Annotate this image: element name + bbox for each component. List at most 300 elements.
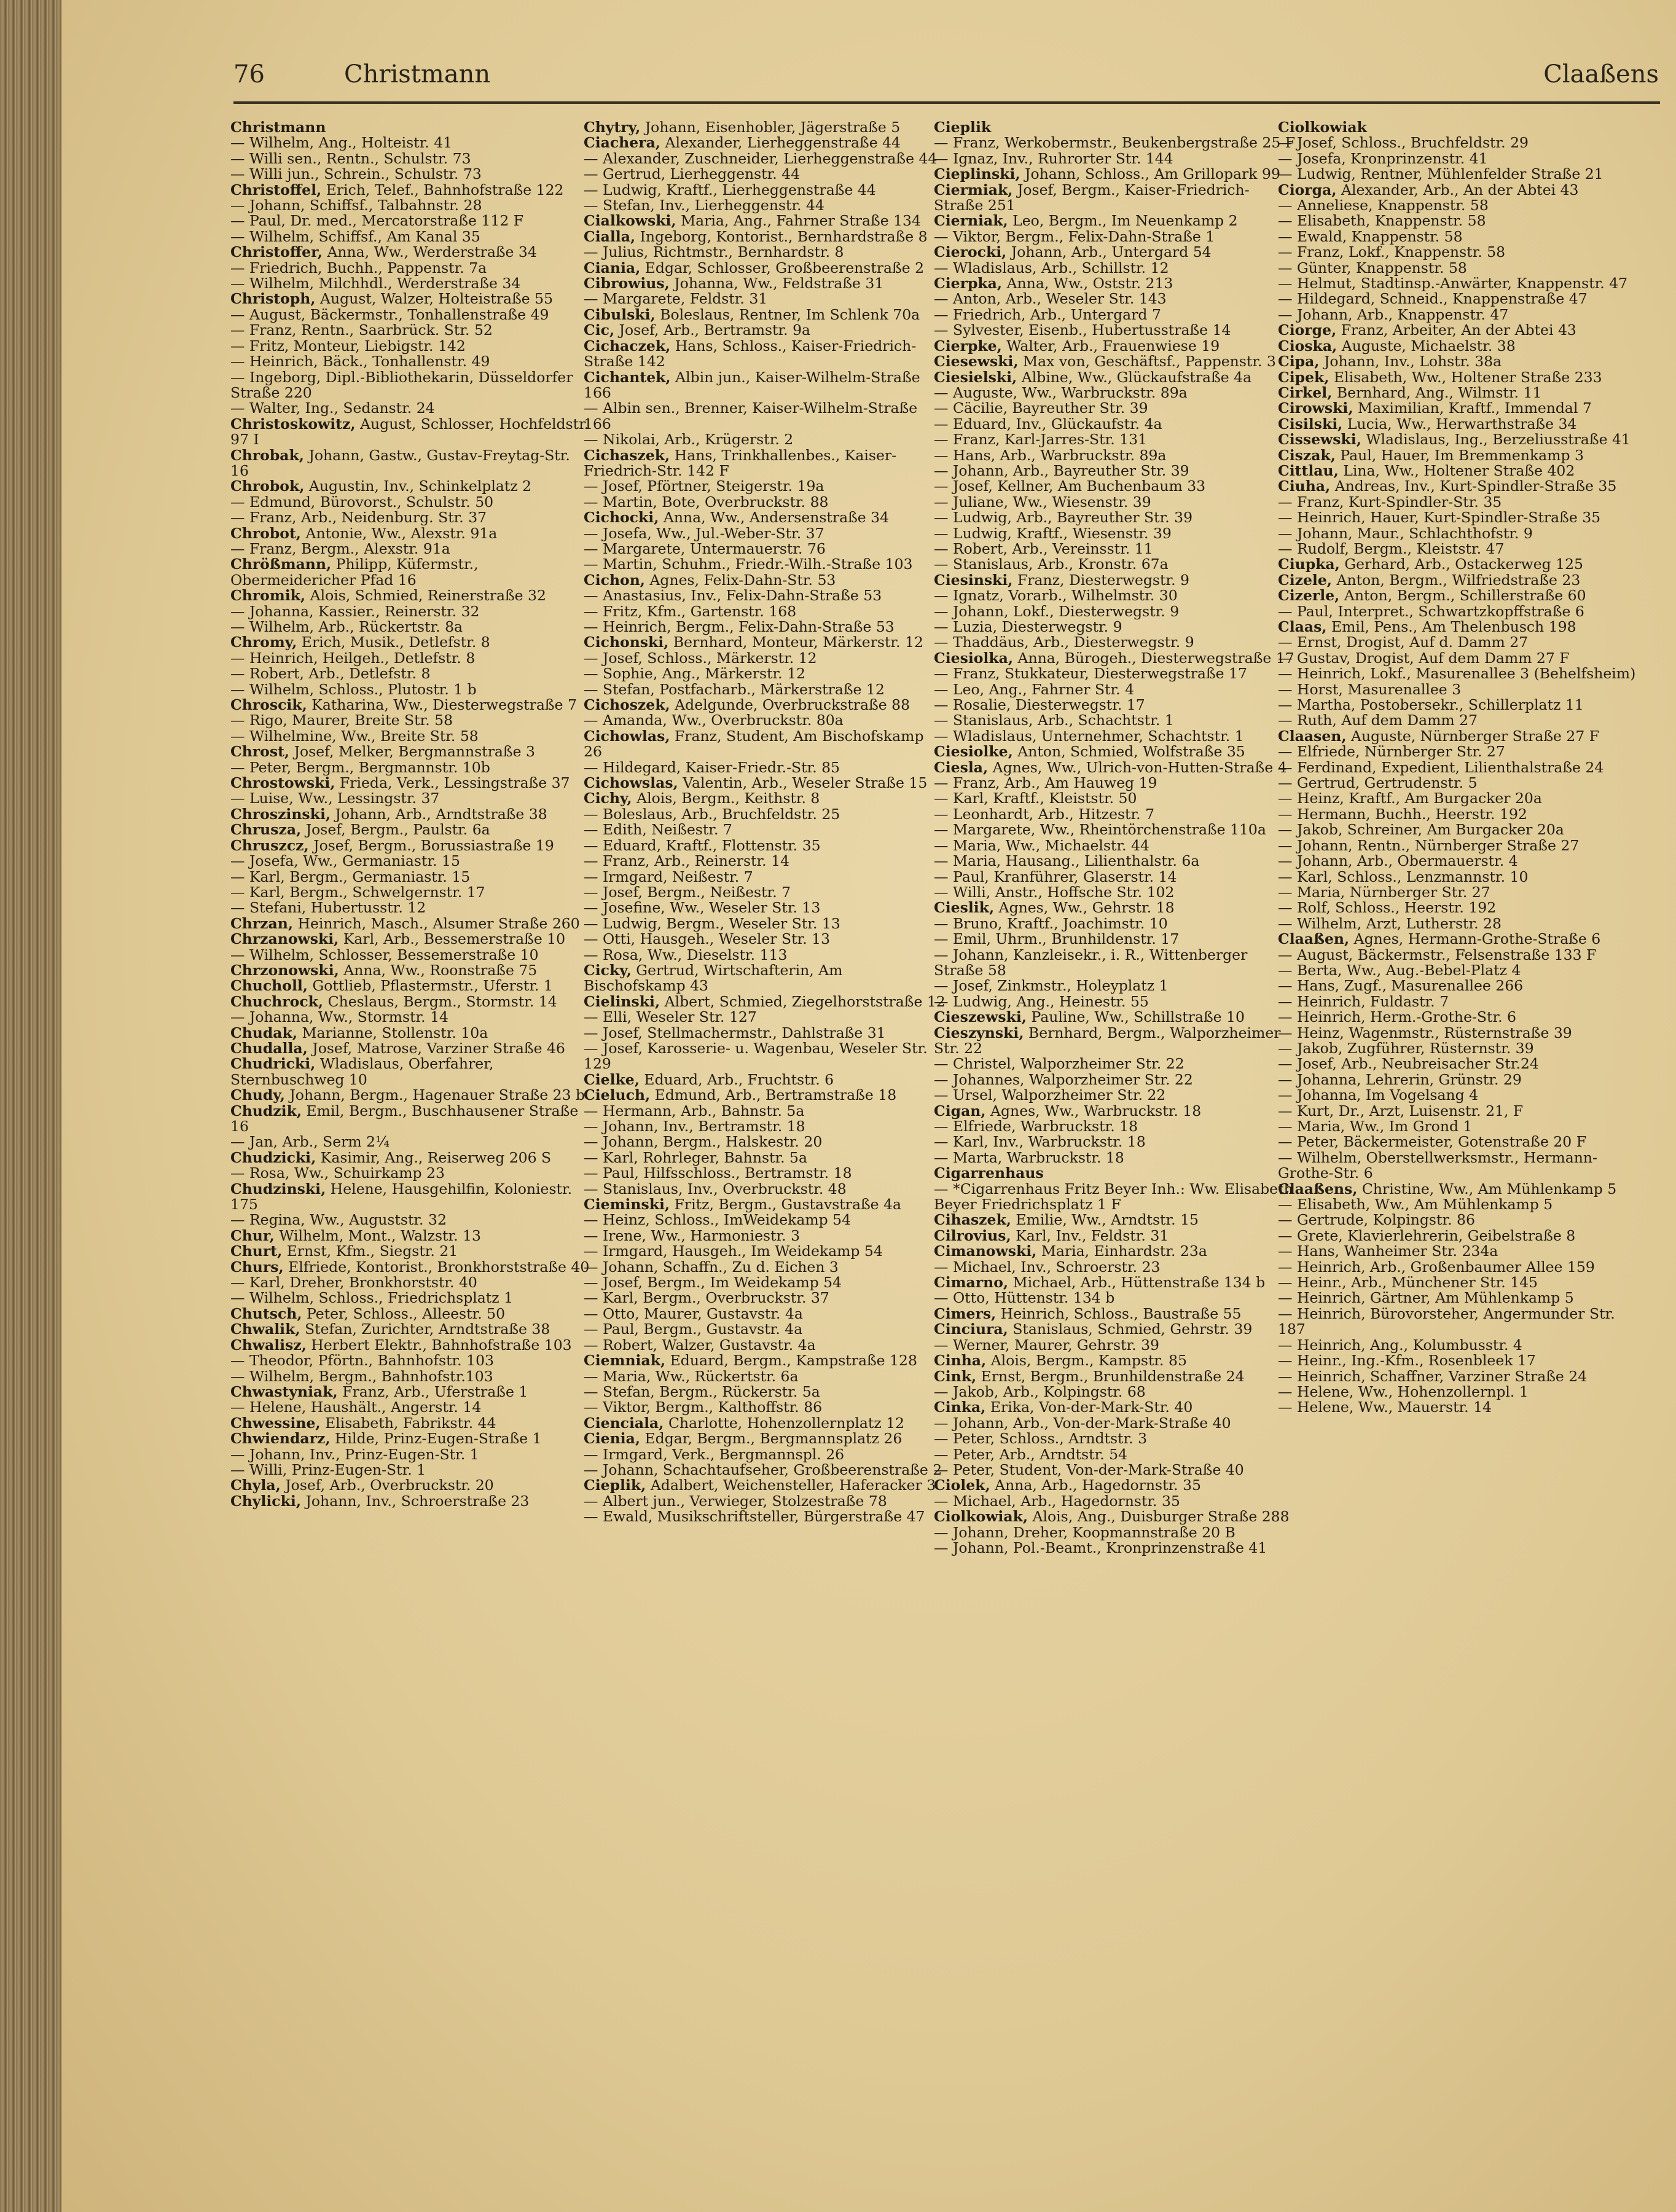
- entry-details: Johann, Gastw., Gustav-Freytag-Str. 16: [230, 446, 570, 479]
- directory-entry: [934, 994, 1296, 1010]
- directory-entry: [934, 417, 1296, 432]
- directory-entry: [584, 229, 946, 245]
- entry-details: Anna, Bürogeh., Diesterwegstraße 17: [1017, 649, 1294, 667]
- entry-surname: Cimanowski,: [934, 1242, 1037, 1260]
- directory-entry: [230, 682, 593, 697]
- entry-details: — Maria, Nürnberger Str. 27: [1278, 883, 1490, 901]
- directory-entry: [1278, 775, 1640, 791]
- entry-surname: Chytry,: [584, 120, 641, 136]
- directory-entry: [584, 370, 946, 401]
- directory-entry: [584, 1010, 946, 1025]
- entry-details: — Peter, Student, Von-der-Mark-Straße 40: [934, 1461, 1244, 1478]
- entry-details: Emil, Pens., Am Thelenbusch 198: [1331, 618, 1576, 635]
- entry-surname: Chwastyniak,: [230, 1382, 338, 1400]
- entry-surname: Cielke,: [584, 1070, 640, 1088]
- directory-entry: [1278, 432, 1640, 447]
- entry-details: Peter, Schloss., Alleestr. 50: [307, 1304, 506, 1322]
- directory-entry: [230, 1150, 593, 1166]
- entry-details: Heinrich, Masch., Alsumer Straße 260: [297, 914, 580, 932]
- directory-entry: [230, 1088, 593, 1103]
- entry-details: — Josefa, Kronprinzenstr. 41: [1278, 149, 1488, 167]
- entry-details: — Johann, Rentn., Nürnberger Straße 27: [1278, 836, 1580, 854]
- entry-details: Paul, Hauer, Im Bremmenkamp 3: [1340, 446, 1584, 464]
- entry-details: Anna, Ww., Roonstraße 75: [343, 961, 538, 979]
- entry-details: Anton, Bergm., Schillerstraße 60: [1344, 587, 1586, 605]
- entry-surname: Cierpka,: [934, 275, 1003, 292]
- entry-details: Ernst, Bergm., Brunhildenstraße 24: [981, 1367, 1245, 1385]
- entry-details: — Stefan, Inv., Lierheggenstr. 44: [584, 197, 824, 214]
- directory-entry: [230, 994, 593, 1010]
- directory-entry: [934, 1306, 1296, 1322]
- directory-entry: [934, 1228, 1296, 1244]
- entry-details: — Karl, Bergm., Schwelgernstr. 17: [230, 883, 485, 901]
- directory-entry: [230, 198, 593, 213]
- entry-details: Bernhard, Bergm., Walporzheimer Str. 22: [934, 1024, 1281, 1057]
- entry-surname: Cichonski,: [584, 633, 669, 651]
- directory-entry: [1278, 666, 1640, 681]
- directory-entry: [1278, 526, 1640, 541]
- entry-surname: Cipek,: [1278, 368, 1329, 386]
- entry-surname: Cibulski,: [584, 305, 656, 323]
- entry-details: Kasimir, Ang., Reiserweg 206 S: [320, 1148, 552, 1166]
- directory-entry: [934, 1275, 1296, 1290]
- directory-entry: [934, 1338, 1296, 1353]
- entry-details: Pauline, Ww., Schillstraße 10: [1031, 1008, 1245, 1026]
- directory-entry: [584, 198, 946, 213]
- entry-surname: Cierocki,: [934, 243, 1007, 261]
- entry-details: — Peter, Schloss., Arndtstr. 3: [934, 1430, 1148, 1448]
- directory-entry: [934, 1134, 1296, 1150]
- directory-entry: [934, 931, 1296, 947]
- entry-details: — Ludwig, Bergm., Weseler Str. 13: [584, 914, 840, 932]
- directory-entry: [584, 526, 946, 541]
- entry-details: — Amanda, Ww., Overbruckstr. 80a: [584, 712, 844, 729]
- entry-details: Edgar, Bergm., Bergmannsplatz 26: [644, 1430, 903, 1448]
- entry-details: — Fritz, Monteur, Liebigstr. 142: [230, 337, 466, 355]
- directory-entry: [584, 1166, 946, 1181]
- directory-entry: [934, 651, 1296, 666]
- directory-entry: [934, 791, 1296, 806]
- entry-details: Franz, Diesterwegstr. 9: [1017, 571, 1189, 589]
- directory-entry: [934, 448, 1296, 463]
- entry-surname: Ciupka,: [1278, 555, 1340, 573]
- directory-entry: [934, 1244, 1296, 1259]
- entry-details: Emilie, Ww., Arndtstr. 15: [1016, 1211, 1199, 1229]
- entry-surname: Cienciala,: [584, 1414, 664, 1432]
- entry-details: Max von, Geschäftsf., Pappenstr. 3: [1023, 353, 1276, 371]
- entry-details: — Irmgard, Verk., Bergmannspl. 26: [584, 1445, 845, 1463]
- entry-details: — Wilhelm, Schloss., Plutostr. 1 b: [230, 680, 477, 698]
- directory-entry: [584, 604, 946, 619]
- entry-details: Karl, Arb., Bessemerstraße 10: [343, 930, 566, 948]
- directory-entry: [1278, 885, 1640, 900]
- entry-details: Emil, Bergm., Buschhausener Straße 16: [230, 1102, 579, 1135]
- directory-entry: [934, 1353, 1296, 1368]
- entry-details: Albert, Schmied, Ziegelhorststraße 12: [664, 992, 946, 1010]
- directory-entry: [584, 931, 946, 947]
- directory-entry: [934, 682, 1296, 697]
- entry-details: — Jakob, Schreiner, Am Burgacker 20a: [1278, 821, 1564, 839]
- directory-entry: [230, 1182, 593, 1213]
- directory-entry: [230, 900, 593, 916]
- directory-entry: [230, 339, 593, 354]
- directory-entry: [584, 1228, 946, 1244]
- entry-surname: Cieplinski,: [934, 165, 1020, 183]
- directory-entry: [934, 1494, 1296, 1509]
- entry-details: — Walter, Ing., Sedanstr. 24: [230, 399, 435, 417]
- directory-entry: [230, 276, 593, 291]
- directory-entry: [230, 1494, 593, 1509]
- entry-surname: Ciachera,: [584, 134, 660, 152]
- entry-surname: Chyla,: [230, 1477, 281, 1494]
- entry-details: Fritz, Bergm., Gustavstraße 4a: [674, 1196, 902, 1214]
- entry-details: Alexander, Lierheggenstraße 44: [665, 134, 901, 152]
- entry-surname: Cinka,: [934, 1398, 986, 1416]
- entry-surname: Cizele,: [1278, 571, 1332, 589]
- entry-surname: Ciermiak,: [934, 181, 1013, 198]
- entry-details: — Robert, Arb., Detlefstr. 8: [230, 665, 431, 683]
- entry-surname: Chromik,: [230, 587, 306, 605]
- directory-entry: [584, 791, 946, 806]
- directory-entry: [584, 573, 946, 588]
- directory-entry: [230, 541, 593, 557]
- entry-details: — Josefa, Ww., Jul.-Weber-Str. 37: [584, 524, 824, 542]
- directory-entry: [1278, 495, 1640, 510]
- directory-entry: [1278, 1244, 1640, 1259]
- directory-entry: [934, 323, 1296, 338]
- directory-entry: [230, 931, 593, 947]
- entry-details: — Margarete, Ww., Rheintörchenstraße 110a: [934, 821, 1266, 839]
- directory-entry: [1278, 354, 1640, 369]
- directory-entry: [934, 604, 1296, 619]
- entry-details: Eduard, Arb., Fruchtstr. 6: [644, 1070, 834, 1088]
- entry-details: — Elisabeth, Ww., Am Mühlenkamp 5: [1278, 1196, 1553, 1214]
- entry-details: Franz, Arb., Uferstraße 1: [342, 1382, 528, 1400]
- entry-details: — Willi sen., Rentn., Schulstr. 73: [230, 149, 471, 167]
- entry-details: Johann, Eisenhobler, Jägerstraße 5: [644, 120, 901, 136]
- entry-surname: Ciorge,: [1278, 321, 1337, 339]
- directory-entry: [934, 885, 1296, 900]
- entry-details: — *Cigarrenhaus Fritz Beyer Inh.: Ww. Elisabeth Beyer Friedrichsplatz 1 F: [934, 1180, 1293, 1214]
- directory-entry: [230, 1026, 593, 1041]
- entry-surname: Cisilski,: [1278, 415, 1343, 433]
- directory-entry: [1278, 182, 1640, 198]
- directory-entry: [1278, 151, 1640, 167]
- entry-details: — Heinrich, Ang., Kolumbusstr. 4: [1278, 1336, 1522, 1354]
- entry-details: — Helene, Haushält., Angerstr. 14: [230, 1398, 482, 1416]
- entry-surname: Chylicki,: [230, 1492, 301, 1510]
- directory-entry: [1278, 853, 1640, 869]
- directory-entry: [1278, 1182, 1640, 1197]
- entry-details: — Heinrich, Fuldastr. 7: [1278, 992, 1449, 1010]
- entry-surname: Chutsch,: [230, 1304, 302, 1322]
- entry-details: Edgar, Schlosser, Großbeerenstraße 2: [644, 259, 925, 276]
- directory-entry: [584, 135, 946, 151]
- entry-surname: Ciszak,: [1278, 446, 1336, 464]
- entry-details: — August, Bäckermstr., Felsenstraße 133 F: [1278, 946, 1597, 963]
- directory-entry: [584, 1353, 946, 1368]
- entry-details: — Irmgard, Hausgeh., Im Weidekamp 54: [584, 1242, 883, 1260]
- entry-surname: Cialla,: [584, 227, 636, 245]
- directory-entry: [584, 588, 946, 603]
- entry-details: — Paul, Hilfsschloss., Bertramstr. 18: [584, 1164, 852, 1182]
- entry-surname: Chudricki,: [230, 1055, 316, 1073]
- entry-details: — Jakob, Arb., Kolpingstr. 68: [934, 1382, 1146, 1400]
- entry-surname: Claas,: [1278, 618, 1327, 635]
- directory-entry: [584, 276, 946, 291]
- directory-entry: [934, 1166, 1296, 1181]
- entry-details: Alois, Bergm., Kampstr. 85: [990, 1352, 1187, 1370]
- directory-entry: [584, 1431, 946, 1446]
- directory-entry: [230, 869, 593, 885]
- entry-details: — Edith, Neißestr. 7: [584, 821, 732, 839]
- entry-details: Christine, Ww., Am Mühlenkamp 5: [1361, 1180, 1617, 1198]
- directory-entry: [230, 213, 593, 229]
- directory-entry: [934, 1260, 1296, 1275]
- directory-entry: [230, 1166, 593, 1181]
- directory-entry: [934, 1447, 1296, 1462]
- entry-details: — Michael, Inv., Schroerstr. 23: [934, 1258, 1161, 1276]
- directory-entry: [584, 1494, 946, 1509]
- directory-entry: [584, 339, 946, 370]
- entry-details: Agnes, Ww., Ulrich-von-Hutten-Straße 4: [992, 758, 1287, 776]
- directory-entry: [934, 510, 1296, 525]
- directory-entry: [934, 1104, 1296, 1119]
- directory-entry: [230, 713, 593, 728]
- directory-entry: [230, 557, 593, 588]
- entry-details: — Heinz, Schloss., ImWeidekamp 54: [584, 1211, 852, 1229]
- entry-details: — Johann, Arb., Bayreuther Str. 39: [934, 461, 1189, 479]
- directory-entry: [934, 775, 1296, 791]
- directory-entry: [934, 557, 1296, 572]
- entry-details: — Peter, Arb., Arndtstr. 54: [934, 1445, 1128, 1463]
- entry-details: — Heinr., Ing.-Kfm., Rosenbleek 17: [1278, 1352, 1536, 1370]
- entry-details: — Heinrich, Heilgeh., Detlefstr. 8: [230, 649, 476, 667]
- entry-details: — Albert jun., Verwieger, Stolzestraße 78: [584, 1492, 887, 1510]
- directory-entry: [584, 1150, 946, 1166]
- entry-details: — Stanislaus, Arb., Schachtstr. 1: [934, 712, 1174, 729]
- directory-entry: [584, 916, 946, 931]
- entry-details: — Sylvester, Eisenb., Hubertusstraße 14: [934, 321, 1231, 339]
- entry-details: Helene, Hausgehilfin, Koloniestr. 175: [230, 1180, 573, 1214]
- entry-details: — Heinrich, Arb., Großenbaumer Allee 159: [1278, 1258, 1595, 1276]
- entry-details: Ingeborg, Kontorist., Bernhardstraße 8: [640, 227, 928, 245]
- directory-entry: [934, 1540, 1296, 1556]
- entry-details: — Maria, Hausang., Lilienthalstr. 6a: [934, 852, 1200, 870]
- entry-surname: Chudzik,: [230, 1102, 302, 1120]
- entry-details: — Josef, Schloss., Märkerstr. 12: [584, 649, 817, 667]
- directory-entry: [1278, 994, 1640, 1010]
- directory-entry: [934, 853, 1296, 869]
- entry-details: — Paul, Interpret., Schwartzkopffstraße 6: [1278, 602, 1584, 620]
- entry-details: — Juliane, Ww., Wiesenstr. 39: [934, 493, 1151, 511]
- entry-details: — Elfriede, Warbruckstr. 18: [934, 1118, 1138, 1135]
- entry-details: — Eduard, Kraftf., Flottenstr. 35: [584, 836, 821, 854]
- directory-entry: [1278, 1150, 1640, 1182]
- directory-entry: [1278, 947, 1640, 963]
- directory-entry: [934, 900, 1296, 916]
- entry-details: Gottlieb, Pflastermstr., Uferstr. 1: [312, 977, 553, 995]
- entry-surname: Chudalla,: [230, 1039, 308, 1057]
- directory-entry: [1278, 276, 1640, 291]
- directory-entry: [584, 963, 946, 994]
- directory-entry: [1278, 916, 1640, 931]
- entry-details: — Hans, Arb., Warbruckstr. 89a: [934, 446, 1167, 464]
- directory-entry: [934, 760, 1296, 775]
- directory-entry: [584, 1260, 946, 1275]
- entry-details: — Josef, Schloss., Bruchfeldstr. 29: [1278, 134, 1529, 152]
- entry-details: — Boleslaus, Arb., Bruchfeldstr. 25: [584, 805, 840, 823]
- entry-details: — Willi, Anstr., Hoffsche Str. 102: [934, 883, 1175, 901]
- directory-entry: [1278, 120, 1640, 135]
- entry-details: — Michael, Arb., Hagedornstr. 35: [934, 1492, 1180, 1510]
- directory-entry: [230, 1212, 593, 1228]
- entry-details: — Johann, Arb., Obermauerstr. 4: [1278, 852, 1518, 870]
- directory-entry: [230, 167, 593, 182]
- entry-surname: Chrost,: [230, 743, 290, 761]
- entry-details: — Karl, Rohrleger, Bahnstr. 5a: [584, 1148, 808, 1166]
- entry-details: Agnes, Ww., Warbruckstr. 18: [990, 1102, 1202, 1120]
- directory-entry: [934, 479, 1296, 494]
- entry-surname: Chudzicki,: [230, 1148, 316, 1166]
- entry-details: — Ludwig, Kraftf., Lierheggenstraße 44: [584, 181, 876, 198]
- directory-entry: [230, 822, 593, 837]
- directory-entry: [230, 401, 593, 416]
- entry-surname: Cichowlas,: [584, 727, 670, 745]
- directory-entry: [230, 791, 593, 806]
- directory-entry: [230, 729, 593, 744]
- directory-entry: [584, 760, 946, 775]
- entry-surname: Cierniak,: [934, 212, 1008, 230]
- entry-details: Andreas, Inv., Kurt-Spindler-Straße 35: [1334, 477, 1617, 495]
- entry-details: — Elli, Weseler Str. 127: [584, 1008, 757, 1026]
- directory-entry: [584, 775, 946, 791]
- entry-details: — Wilhelm, Milchhdl., Werderstraße 34: [230, 275, 521, 292]
- directory-entry: [584, 900, 946, 916]
- directory-entry: [1278, 510, 1640, 525]
- entry-details: Maria, Einhardstr. 23a: [1041, 1242, 1207, 1260]
- directory-entry: [230, 619, 593, 635]
- directory-entry: [230, 697, 593, 713]
- entry-details: — Stanislaus, Arb., Kronstr. 67a: [934, 555, 1169, 573]
- directory-entry: [584, 619, 946, 635]
- entry-surname: Chucholl,: [230, 977, 308, 995]
- entry-surname: Cigan,: [934, 1102, 986, 1120]
- entry-details: Lucia, Ww., Herwarthstraße 34: [1347, 415, 1577, 433]
- entry-surname: Chwalisz,: [230, 1336, 307, 1354]
- entry-details: Franz, Student, Am Bischofskamp 26: [584, 727, 924, 761]
- entry-surname: Ciesla,: [934, 758, 989, 776]
- entry-surname: Christmann: [230, 120, 326, 136]
- entry-details: — Gertrude, Kolpingstr. 86: [1278, 1211, 1475, 1229]
- directory-entry: [230, 120, 593, 135]
- entry-details: — Otto, Maurer, Gustavstr. 4a: [584, 1304, 803, 1322]
- entry-details: Antonie, Ww., Alexstr. 91a: [305, 524, 498, 542]
- entry-surname: Chrzonowski,: [230, 961, 339, 979]
- directory-entry: [934, 838, 1296, 853]
- directory-entry: [584, 885, 946, 900]
- entry-details: — Ruth, Auf dem Damm 27: [1278, 712, 1478, 729]
- entry-details: — Johanna, Kassier., Reinerstr. 32: [230, 602, 480, 620]
- entry-details: Herbert Elektr., Bahnhofstraße 103: [311, 1336, 572, 1354]
- entry-details: Johann, Schloss., Am Grillopark 99: [1025, 165, 1280, 183]
- directory-entry: [230, 963, 593, 978]
- entry-details: Johann, Inv., Schroerstraße 23: [305, 1492, 530, 1510]
- directory-entry: [934, 729, 1296, 744]
- header-rule: [233, 101, 1660, 104]
- directory-entry: [584, 1134, 946, 1150]
- entry-details: — Stefani, Hubertusstr. 12: [230, 899, 426, 917]
- entry-details: Anton, Schmied, Wolfstraße 35: [1017, 743, 1245, 761]
- entry-details: Anna, Arb., Hagedornstr. 35: [995, 1477, 1202, 1494]
- directory-entry: [934, 1478, 1296, 1493]
- entry-details: — Jakob, Zugführer, Rüsternstr. 39: [1278, 1039, 1534, 1057]
- entry-surname: Chromy,: [230, 633, 297, 651]
- entry-details: Marianne, Stollenstr. 10a: [302, 1024, 488, 1041]
- directory-entry: [934, 339, 1296, 354]
- entry-details: — Irmgard, Neißestr. 7: [584, 868, 753, 885]
- directory-entry: [230, 417, 593, 448]
- entry-details: — Wladislaus, Arb., Schillstr. 12: [934, 259, 1169, 276]
- entry-details: — Heinz, Kraftf., Am Burgacker 20a: [1278, 790, 1542, 807]
- directory-entry: [1278, 697, 1640, 713]
- entry-surname: Cihaszek,: [934, 1211, 1011, 1229]
- directory-entry: [584, 1478, 946, 1493]
- entry-details: — Gertrud, Lierheggenstr. 44: [584, 165, 801, 183]
- entry-surname: Chroszinski,: [230, 805, 331, 823]
- directory-entry: [934, 1525, 1296, 1540]
- entry-details: Anna, Ww., Andersenstraße 34: [663, 509, 890, 527]
- entry-details: Gerhard, Arb., Ostackerweg 125: [1344, 555, 1583, 573]
- directory-entry: [230, 510, 593, 525]
- directory-entry: [584, 245, 946, 260]
- entry-details: — Anneliese, Knappenstr. 58: [1278, 197, 1489, 214]
- directory-entry: [584, 401, 946, 432]
- directory-entry: [1278, 1088, 1640, 1103]
- directory-entry: [230, 135, 593, 151]
- entry-surname: Cichaczek,: [584, 337, 671, 355]
- directory-entry: [934, 1431, 1296, 1446]
- entry-details: Auguste, Nürnberger Straße 27 F: [1351, 727, 1600, 745]
- directory-entry: [1278, 635, 1640, 650]
- entry-details: — Johanna, Lehrerin, Grünstr. 29: [1278, 1070, 1522, 1088]
- entry-details: — Ignatz, Vorarb., Wilhelmstr. 30: [934, 587, 1178, 605]
- directory-entry: [934, 1322, 1296, 1337]
- entry-details: — Franz, Arb., Am Hauweg 19: [934, 774, 1157, 792]
- entry-details: — Rolf, Schloss., Heerstr. 192: [1278, 899, 1497, 917]
- directory-entry: [1278, 401, 1640, 416]
- header-last-entry: Claaßens: [1543, 60, 1659, 88]
- entry-details: Heinrich, Schloss., Baustraße 55: [1000, 1304, 1242, 1322]
- column-2: [584, 120, 946, 2184]
- directory-entry: [230, 1290, 593, 1306]
- entry-surname: Chrostowski,: [230, 774, 335, 792]
- entry-surname: Chwessine,: [230, 1414, 321, 1432]
- entry-surname: Ciolkowiak: [1278, 120, 1367, 136]
- directory-entry: [934, 291, 1296, 307]
- entry-surname: Cieszewski,: [934, 1008, 1027, 1026]
- directory-entry: [934, 807, 1296, 822]
- column-3: [934, 120, 1296, 2184]
- column-4: [1278, 120, 1640, 2184]
- entry-details: — Josef, Zinkmstr., Holeyplatz 1: [934, 977, 1169, 995]
- directory-entry: [1278, 573, 1640, 588]
- entry-details: Josef, Bergm., Paulstr. 6a: [305, 821, 490, 839]
- entry-details: Michael, Arb., Hüttenstraße 134 b: [1012, 1274, 1266, 1292]
- entry-details: Hilde, Prinz-Eugen-Straße 1: [335, 1430, 542, 1448]
- directory-entry: [584, 869, 946, 885]
- entry-details: Gertrud, Wirtschafterin, Am Bischofskamp 43: [584, 961, 843, 995]
